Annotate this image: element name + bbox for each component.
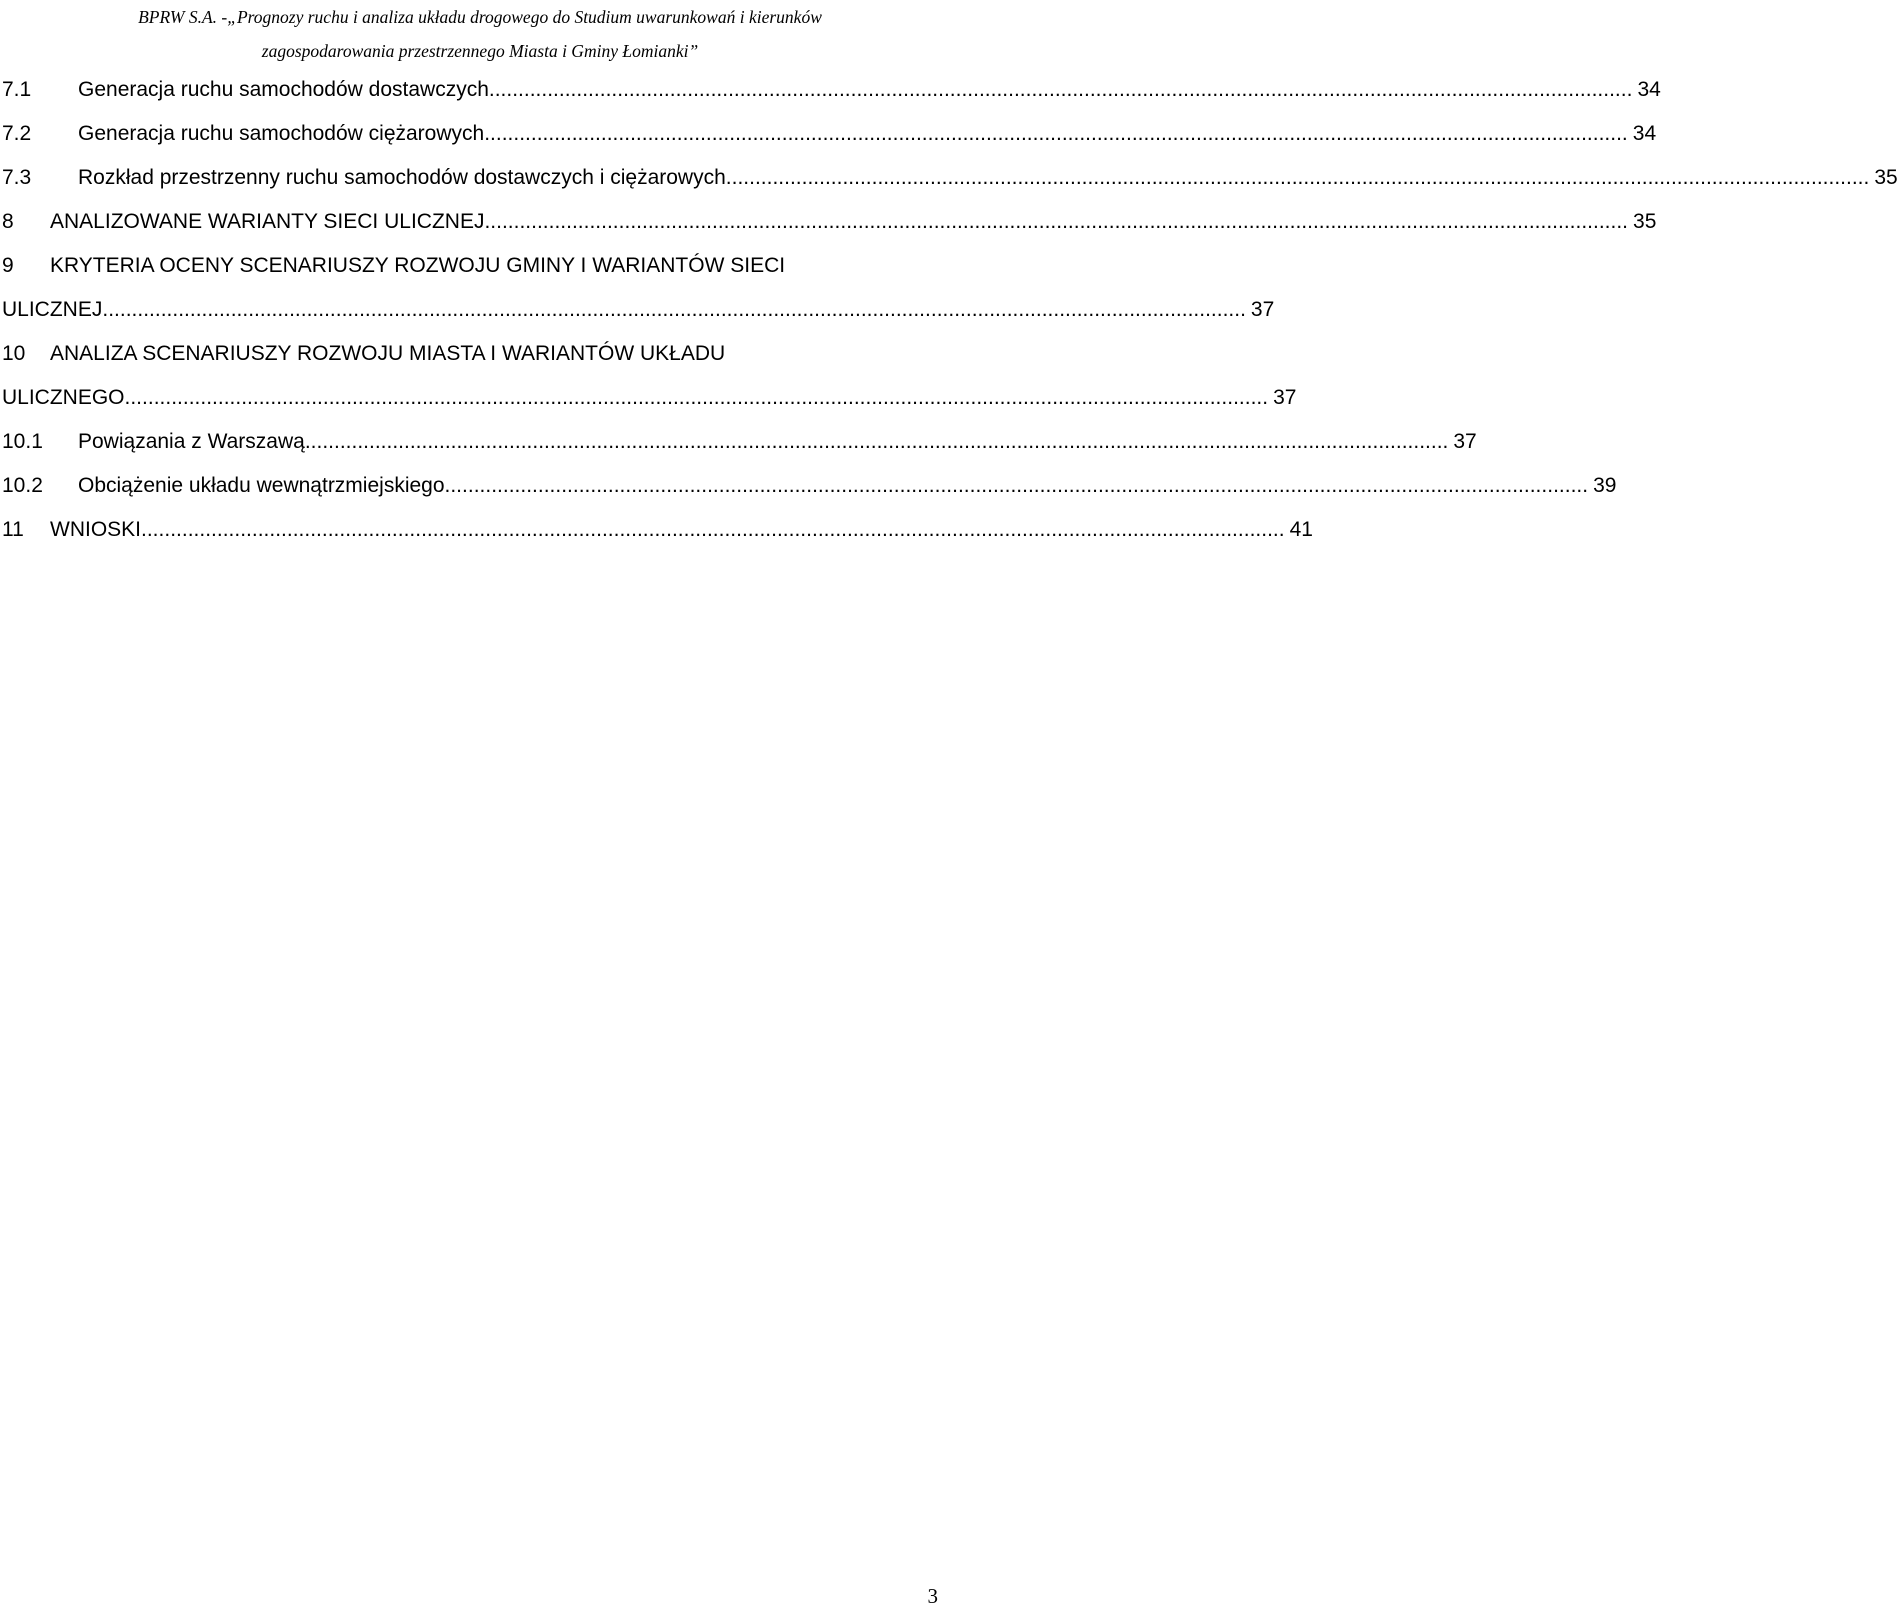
- toc-entry-page: 35: [1874, 166, 1898, 189]
- toc-entry-continuation[interactable]: [0, 288, 1275, 332]
- toc-entry-number: 9: [2, 254, 14, 277]
- toc-leader-dots: ....................................................................................................................................................................................................: [444, 474, 1589, 497]
- toc-entry[interactable]: [0, 112, 1657, 156]
- toc-entry-title-continued: ULICZNEGO: [2, 386, 125, 409]
- toc-leader-dots: ....................................................................................................................................................................................................: [124, 386, 1269, 409]
- toc-leader-dots: ....................................................................................................................................................................................................: [304, 430, 1449, 453]
- toc-entry-number: 7.2: [2, 122, 32, 145]
- toc-entry-title: Obciążenie układu wewnątrzmiejskiego: [78, 474, 445, 497]
- toc-entry[interactable]: [0, 508, 1313, 552]
- toc-entry-page: 37: [1453, 430, 1477, 453]
- toc-entry[interactable]: [0, 464, 1617, 508]
- toc-entry-page: 34: [1632, 122, 1657, 145]
- header-line-1: BPRW S.A. -„Prognozy ruchu i analiza układu drogowego do Studium uwarunkowań i kierunków: [138, 7, 822, 27]
- toc-entry[interactable]: [0, 332, 900, 376]
- page-number: 3: [927, 1584, 938, 1608]
- toc-leader-dots: ....................................................................................................................................................................................................: [488, 78, 1633, 101]
- toc-entry-number: 10.1: [2, 430, 43, 453]
- toc-entry-page: 37: [1250, 298, 1275, 321]
- toc-entry-number: 7.3: [2, 166, 32, 189]
- toc-entry-title: ANALIZOWANE WARIANTY SIECI ULICZNEJ: [50, 210, 485, 233]
- toc-entry-continuation[interactable]: [0, 376, 1297, 420]
- toc-entry-number: 10.2: [2, 474, 43, 497]
- header-line-2: zagospodarowania przestrzennego Miasta i Gminy Łomianki”: [261, 41, 699, 61]
- toc-entry[interactable]: [0, 68, 1661, 112]
- toc-entry-title: Rozkład przestrzenny ruchu samochodów dostawczych i ciężarowych: [78, 166, 726, 189]
- toc-entry-number: 8: [2, 210, 14, 233]
- toc-entry-title: ANALIZA SCENARIUSZY ROZWOJU MIASTA I WARIANTÓW UKŁADU: [50, 342, 726, 365]
- toc-entry-title-continued: ULICZNEJ: [2, 298, 103, 321]
- toc-entry-page: 34: [1637, 78, 1661, 101]
- toc-leader-dots: ....................................................................................................................................................................................................: [725, 166, 1870, 189]
- toc-leader-dots: ....................................................................................................................................................................................................: [102, 298, 1246, 321]
- toc-leader-dots: ....................................................................................................................................................................................................: [141, 518, 1285, 541]
- toc-leader-dots: ....................................................................................................................................................................................................: [484, 210, 1629, 233]
- running-header: [0, 0, 960, 68]
- toc-entry-page: 37: [1273, 386, 1297, 409]
- toc-entry-title: Powiązania z Warszawą: [78, 430, 305, 453]
- toc-entry-page: 35: [1633, 210, 1657, 233]
- toc-entry-page: 41: [1289, 518, 1313, 541]
- toc-entry-number: 7.1: [2, 78, 32, 101]
- toc-leader-dots: ....................................................................................................................................................................................................: [484, 122, 1628, 145]
- toc-entry-title: KRYTERIA OCENY SCENARIUSZY ROZWOJU GMINY I WARIANTÓW SIECI: [50, 254, 786, 277]
- toc-entry[interactable]: [0, 244, 900, 288]
- toc-entry[interactable]: [0, 420, 1477, 464]
- toc-entry-number: 11: [2, 518, 24, 541]
- table-of-contents: [0, 68, 1898, 552]
- toc-entry-title: WNIOSKI: [50, 518, 142, 541]
- toc-entry[interactable]: [0, 200, 1657, 244]
- toc-entry-title: Generacja ruchu samochodów ciężarowych: [78, 122, 485, 145]
- toc-entry[interactable]: [0, 156, 1898, 200]
- toc-entry-number: 10: [2, 342, 26, 365]
- toc-entry-title: Generacja ruchu samochodów dostawczych: [78, 78, 489, 101]
- toc-entry-page: 39: [1593, 474, 1617, 497]
